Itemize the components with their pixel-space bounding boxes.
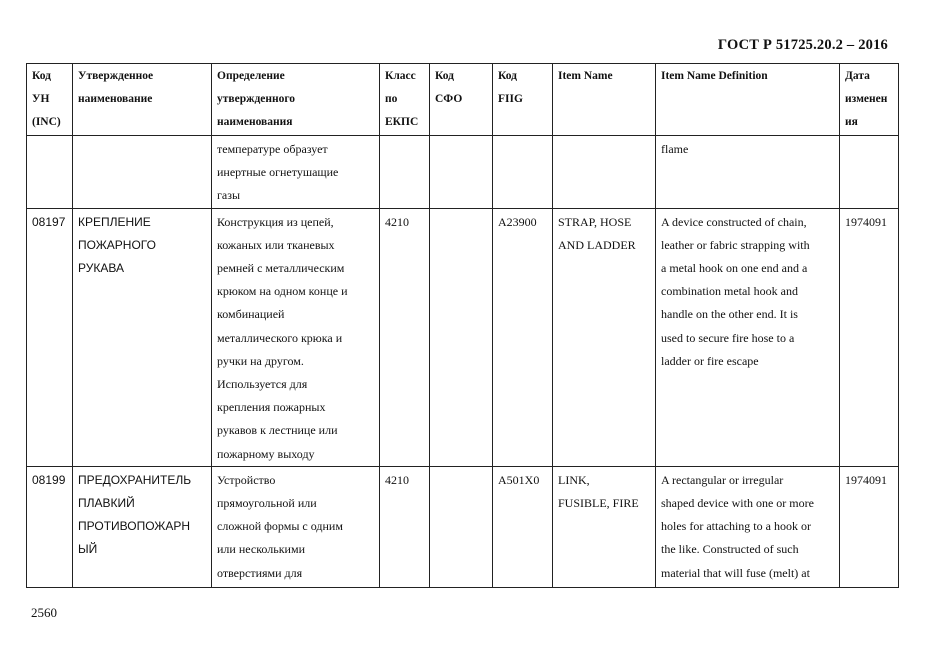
cell-item-definition: A rectangular or irregular shaped device with one or more holes for attaching to a hook or the like. Constructed of such material that will fuse (melt) at xyxy=(656,466,840,587)
col-header-item-name: Item Name xyxy=(553,64,656,136)
cell-item-definition: A device constructed of chain, leather or fabric strapping with a metal hook on one end and a combination metal hook and handle on the other end. It is used to secure fire hose to a ladder or fire escape xyxy=(656,208,840,466)
col-header-sfo: Код СФО xyxy=(430,64,493,136)
col-header-item-definition: Item Name Definition xyxy=(656,64,840,136)
cell-definition: температуре образует инертные огнетушащие газы xyxy=(212,136,380,209)
cell-code xyxy=(27,136,73,209)
cell-date xyxy=(840,136,899,209)
cell-definition: Устройство прямоугольной или сложной формы с одним или несколькими отверстиями для xyxy=(212,466,380,587)
cell-code: 08199 xyxy=(27,466,73,587)
col-header-date: Дата изменен ия xyxy=(840,64,899,136)
col-header-class: Класс по ЕКПС xyxy=(380,64,430,136)
cell-code: 08197 xyxy=(27,208,73,466)
cell-definition: Конструкция из цепей, кожаных или тканевых ремней с металлическим крюком на одном конце и комбинацией металлического крюка и ручки на другом. Используется для крепления пожарных рукавов к лестнице или пожарному выходу xyxy=(212,208,380,466)
cell-fiig: A23900 xyxy=(493,208,553,466)
page-number: 2560 xyxy=(31,605,57,620)
cell-date: 1974091 xyxy=(840,466,899,587)
cell-name: ПРЕДОХРАНИТЕЛЬ ПЛАВКИЙ ПРОТИВОПОЖАРН ЫЙ xyxy=(73,466,212,587)
table-row xyxy=(27,466,899,587)
cell-date: 1974091 xyxy=(840,208,899,466)
col-header-code: Код УН (INC) xyxy=(27,64,73,136)
cell-sfo xyxy=(430,208,493,466)
table-row xyxy=(27,208,899,466)
table-header-row xyxy=(27,64,899,136)
cell-class: 4210 xyxy=(380,466,430,587)
cell-sfo xyxy=(430,466,493,587)
cell-fiig: A501X0 xyxy=(493,466,553,587)
table-row xyxy=(27,136,899,209)
cell-name: КРЕПЛЕНИЕ ПОЖАРНОГО РУКАВА xyxy=(73,208,212,466)
cell-item-name: STRAP, HOSE AND LADDER xyxy=(553,208,656,466)
col-header-definition: Определение утвержденного наименования xyxy=(212,64,380,136)
col-header-approved-name: Утвержденное наименование xyxy=(73,64,212,136)
cell-class: 4210 xyxy=(380,208,430,466)
cell-name xyxy=(73,136,212,209)
cell-fiig xyxy=(493,136,553,209)
cell-item-name xyxy=(553,136,656,209)
cell-class xyxy=(380,136,430,209)
document-standard-title: ГОСТ Р 51725.20.2 – 2016 xyxy=(717,37,888,53)
classification-table xyxy=(26,63,899,588)
cell-sfo xyxy=(430,136,493,209)
cell-item-name: LINK, FUSIBLE, FIRE xyxy=(553,466,656,587)
cell-item-definition: flame xyxy=(656,136,840,209)
col-header-fiig: Код FIIG xyxy=(493,64,553,136)
